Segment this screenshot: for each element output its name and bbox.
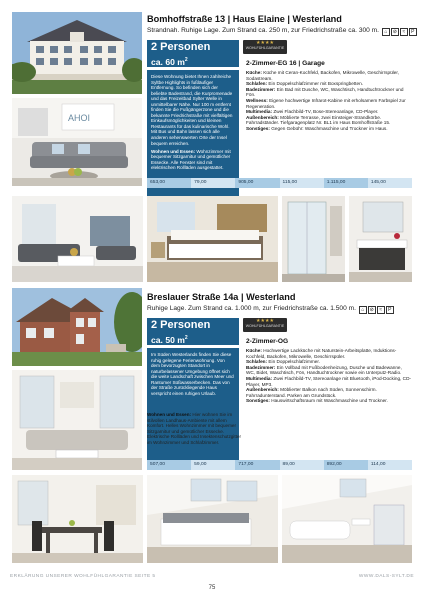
- listing1-bedroom-photo: [147, 196, 278, 282]
- listing2-persons-box: [147, 318, 239, 345]
- price-cell: 145,00: [368, 178, 412, 188]
- footer-guarantee-note: ERKLÄRUNG UNSERER WOHLFÜHLGARANTIE SEITE 5: [10, 574, 156, 579]
- listing2-price-bar: [147, 460, 412, 470]
- price-cell: 89,00: [280, 460, 324, 470]
- price-cell: 1.115,00: [324, 178, 368, 188]
- listing2-desc-living: [147, 412, 241, 445]
- price-cell: 115,00: [280, 178, 324, 188]
- star-icon: ★★★★: [256, 318, 274, 324]
- listing2-subtitle: Ruhige Lage. Zum Strand ca. 1.000 m, zur Friedrichstraße ca. 1.500 m. ⌂ ⊘ ≈ P: [147, 305, 394, 314]
- parking-icon: P: [386, 306, 394, 314]
- listing2-desc-label: Wohnen und Essen:: [147, 412, 192, 417]
- price-cell: 59,00: [191, 460, 235, 470]
- listing2-desc-intro: Im Süden Westerlands finden Sie diese ruhig gelegene Ferienwohnung. Von dem bevorzugten Standort in naturbelassener Umgebung öffnet sich die weite Landschaft zwischen Meer und Rantumer Süßwasserbecken. Das von der Straße zurückliegende Haus verspricht einen ruhigen Urlaub.: [151, 352, 234, 396]
- feature-item: Multimedia: Zwei Flachbild-TV, Stereoanlage mit Bluetooth, iPod-Docking, CD-Player, MP3.: [246, 375, 412, 387]
- listing1-rating-badge: [243, 40, 287, 54]
- page-number: 75: [208, 585, 216, 591]
- listing1-persons-box: [147, 40, 239, 67]
- dog-icon: ⌂: [382, 28, 390, 36]
- wifi-icon: ≈: [377, 306, 385, 314]
- listing1-features: [246, 70, 412, 132]
- listing2-living-photo: [12, 370, 142, 470]
- price-cell: 507,00: [147, 460, 191, 470]
- listing1-desc-intro: Diese Wohnung bietet Ihnen zahlreiche Syltbe Highlights in fußläufiger Entfernung. So befinden sich der beliebte Badestrand, die Kurpromenade und das Freizeitbad Sylter Welle in unmittelbarer Nähe. Nur 100 m entfernt finden Sie die Fußgängerzone und die bekannte Friedrichstraße mit vielfältigen Einkaufsmöglichkeiten und kleinen Restaurants für das kulinarische Wohl. Mit Bus und Bahn lassen sich alle anderen sehenswerten Orte der Insel bequem erreichen.: [151, 74, 233, 146]
- listing2-persons: 2 Personen: [151, 319, 211, 331]
- price-cell: 892,00: [324, 460, 368, 470]
- listing1-bathroom-photo: [349, 196, 412, 282]
- listing1-persons: 2 Personen: [151, 41, 211, 53]
- price-cell: 79,00: [191, 178, 235, 188]
- listing1-exterior-photo: [12, 12, 142, 94]
- feature-item: Schlafen: Ein Doppelschlafzimmer.: [246, 359, 321, 365]
- listing1-shower-photo: [282, 196, 345, 282]
- listing1-price-bar: [147, 178, 412, 188]
- parking-icon: P: [409, 28, 417, 36]
- listing1-desc-label: Wohnen und Essen:: [151, 148, 196, 154]
- no-smoking-icon: ⊘: [369, 307, 374, 313]
- dog-icon: ⌂: [359, 306, 367, 314]
- footer-website-link[interactable]: WWW.DALS-SYLT.DE: [358, 574, 414, 579]
- feature-item: Badezimmer: Ein Bad mit Dusche, WC, Waschtisch, Handtuchtrockner und Fön.: [246, 86, 404, 98]
- listing1-desc-text: Wohnzimmer mit bequemer Sitzgarnitur und gemütlicher Essecke. Alle Fenster sind mit elektrischen Rollläden ausgestattet.: [151, 148, 231, 171]
- svg-text:AHOI: AHOI: [68, 113, 91, 123]
- listing2-bedroom-photo: [147, 475, 278, 563]
- feature-item: Wellness: Eigene hochwertige Infrarot-Kabine mit erholsamem Farbspiel zur Regeneration.: [246, 97, 406, 109]
- rating-label: WOHLFÜHLGARANTIE: [245, 46, 285, 50]
- listing1-title: Bomhoffstraße 13 | Haus Elaine | Westerland: [147, 14, 342, 24]
- listing2-features: [246, 348, 412, 404]
- rating-label: WOHLFÜHLGARANTIE: [245, 324, 285, 328]
- listing1-area: ca. 60 $m^2$: [151, 56, 188, 67]
- listing2-area: ca. 50 $m^2$: [151, 334, 188, 345]
- no-smoking-icon: ⊘: [392, 29, 397, 35]
- wifi-icon: ≈: [400, 28, 408, 36]
- listing2-dining-photo: [12, 475, 143, 563]
- feature-item: Badezimmer: Ein Vollbad mit Fußbodenheizung, Dusche und Badewanne, WC, Bidet, Waschtisch, Fön, Handtuchtrockner sowie ein Unterputz-Radio.: [246, 364, 402, 376]
- feature-item: Küche: Hochwertige Lackküche mit Naturstein-Arbeitsplatte, Induktions-Kochfeld, Backofen, Mikrowelle, Geschirrspüler.: [246, 348, 397, 359]
- feature-item: Küche: Küche mit Ceran-Kochfeld, Backofen, Mikrowelle, Geschirrspüler, Sodastream.: [246, 70, 399, 81]
- feature-item: Multimedia: Zwei Flachbild-TV, Bose-Stereoanlage, CD-Player.: [246, 109, 379, 115]
- price-cell: 717,00: [235, 460, 279, 470]
- price-cell: 905,00: [235, 178, 279, 188]
- listing2-rating-badge: [243, 318, 287, 332]
- feature-item: Schlafen: Ein Doppelschlafzimmer mit Boxspringbetten.: [246, 81, 363, 87]
- listing2-desc-text: Hier wohnen Sie im stilvollen Landhaus-Ambiente mit allem Komfort. Helles Wohnzimmer mit bequemer Sitzgarnitur und gemütlicher Essecke. Elektrische Rollläden und Insektenschutzgitter im Wohnzimmer und Schlafzimmer.: [147, 412, 241, 445]
- listing1-interior-photo-1: [12, 196, 143, 282]
- star-icon: ★★★★: [256, 40, 274, 46]
- listing2-rooms: 2-Zimmer-OG: [246, 338, 289, 345]
- listing1-living-photo: [12, 98, 142, 186]
- feature-item: Außenbereich: Möblierte Terrasse, zwei Einsteiger-Strandkörbe. Fahrradständer. Tiefgaragenplatz Nr. BL1 im Haus Bomhoffstraße 15.: [246, 114, 391, 126]
- feature-item: Sonstiges: Hauswirtschaftsraum mit Waschmaschine und Trockner.: [246, 398, 388, 404]
- listing2-bathroom-photo: [282, 475, 412, 563]
- listing2-exterior-photo: [12, 288, 142, 366]
- listing1-rooms: 2-Zimmer-EG 16 | Garage: [246, 60, 325, 67]
- price-cell: 653,00: [147, 178, 191, 188]
- feature-item: Sonstiges: Gegen Gebühr: Waschmaschine und Trockner im Haus.: [246, 125, 388, 131]
- listing1-subtitle: Strandnah. Ruhige Lage. Zum Strand ca. 250 m, zur Friedrichstraße ca. 300 m. ⌂ ⊘ ≈ P: [147, 27, 417, 36]
- feature-item: Außenbereich: Möblierter Balkon nach Süden, Sonnenschirm. Fahrradunterstand. Parken am Grundstück.: [246, 387, 377, 398]
- price-cell: 114,00: [368, 460, 412, 470]
- listing2-title: Breslauer Straße 14a | Westerland: [147, 292, 296, 302]
